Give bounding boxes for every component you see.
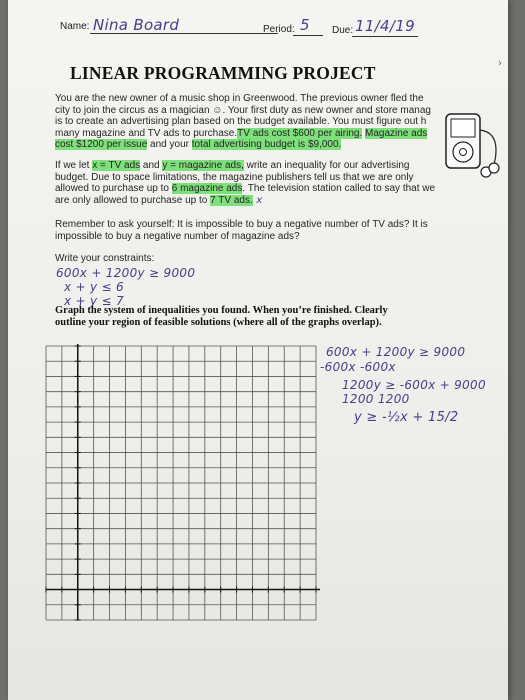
intro-line: You are the new owner of a music shop in Greenwood. The previous owner fled the: [55, 93, 424, 104]
highlight-magazine: Magazine ads: [365, 127, 428, 139]
highlight-magazine-cost: cost $1200 per issue: [55, 139, 148, 150]
intro-line: city to join the circus as a magician ☺. Your first duty as new owner and store manag: [55, 104, 431, 116]
chevron-right-icon: ›: [498, 58, 502, 69]
due-label: Due:: [332, 25, 354, 36]
remember-paragraph: Remember to ask yourself: It is impossible to buy a negative number of TV ads? It is impossible to buy a negative number of magazine ads?: [55, 219, 428, 242]
name-label: Name:: [60, 21, 90, 32]
work-line-4: 1200 1200: [342, 392, 410, 406]
due-value: 11/4/19: [355, 17, 415, 35]
graph-grid: [36, 342, 328, 632]
highlight-budget: total advertising budget is $9,000.: [191, 139, 342, 150]
highlight-y-def: y = magazine ads,: [162, 160, 244, 171]
intro-line: is to create an advertising plan based on the budget available. You must figure out h: [55, 116, 427, 127]
page-title: LINEAR PROGRAMMING PROJECT: [70, 63, 376, 83]
constraints-label: Write your constraints:: [55, 253, 155, 264]
highlight-x-def: x = TV ads: [92, 160, 141, 171]
graph-instructions: Graph the system of inequalities you found. When you’re finished. Clearly outline your region of feasible solutions (where all of the graphs overlap).: [55, 305, 388, 328]
highlight-tv-limit: 7 TV ads.: [210, 194, 253, 206]
work-line-3: 1200y ≥ -600x + 9000: [342, 378, 486, 392]
work-line-5: y ≥ -½x + 15/2: [354, 410, 459, 425]
intro-paragraph: You are the new owner of a music shop in Greenwood. The previous owner fled the city to join the circus as a magician ☺. Your first duty as new owner and store manag is to create an advertising plan based on the budget available. You must figure out h many magazine and TV ads to purchase.TV ads cost $600 per airing. Magazine ads cost $1200 per issue and your total advertising budget is $9,000.: [55, 93, 431, 150]
period-value: 5: [300, 16, 310, 34]
worksheet-page: [8, 0, 508, 700]
constraint-2: x + y ≤ 6: [64, 280, 124, 294]
music-player-icon: [440, 110, 502, 182]
constraint-3: x + y ≤ 7: [64, 294, 124, 308]
highlight-magazine-limit: 6 magazine ads: [171, 183, 243, 194]
variables-paragraph: If we let x = TV ads and y = magazine ads, write an inequality for our advertising budget. Due to space limitations, the magazine publishers tell us that we are only allowed to purchase up to 6 magazine ads. The television station called to say that we are only allowed to purchase up to 7 TV ads. x: [55, 160, 436, 206]
highlight-tv-cost: TV ads cost $600 per airing.: [237, 127, 363, 139]
constraint-1: 600x + 1200y ≥ 9000: [56, 266, 196, 280]
vars-line: budget. Due to space limitations, the magazine publishers tell us that we are only: [55, 171, 414, 183]
intro-line: many magazine and TV ads to purchase.: [55, 127, 238, 139]
work-line-1: 600x + 1200y ≥ 9000: [326, 345, 466, 359]
work-line-2: -600x -600x: [320, 360, 396, 374]
period-label: Period:: [263, 24, 295, 35]
name-value: Nina Board: [93, 16, 180, 34]
